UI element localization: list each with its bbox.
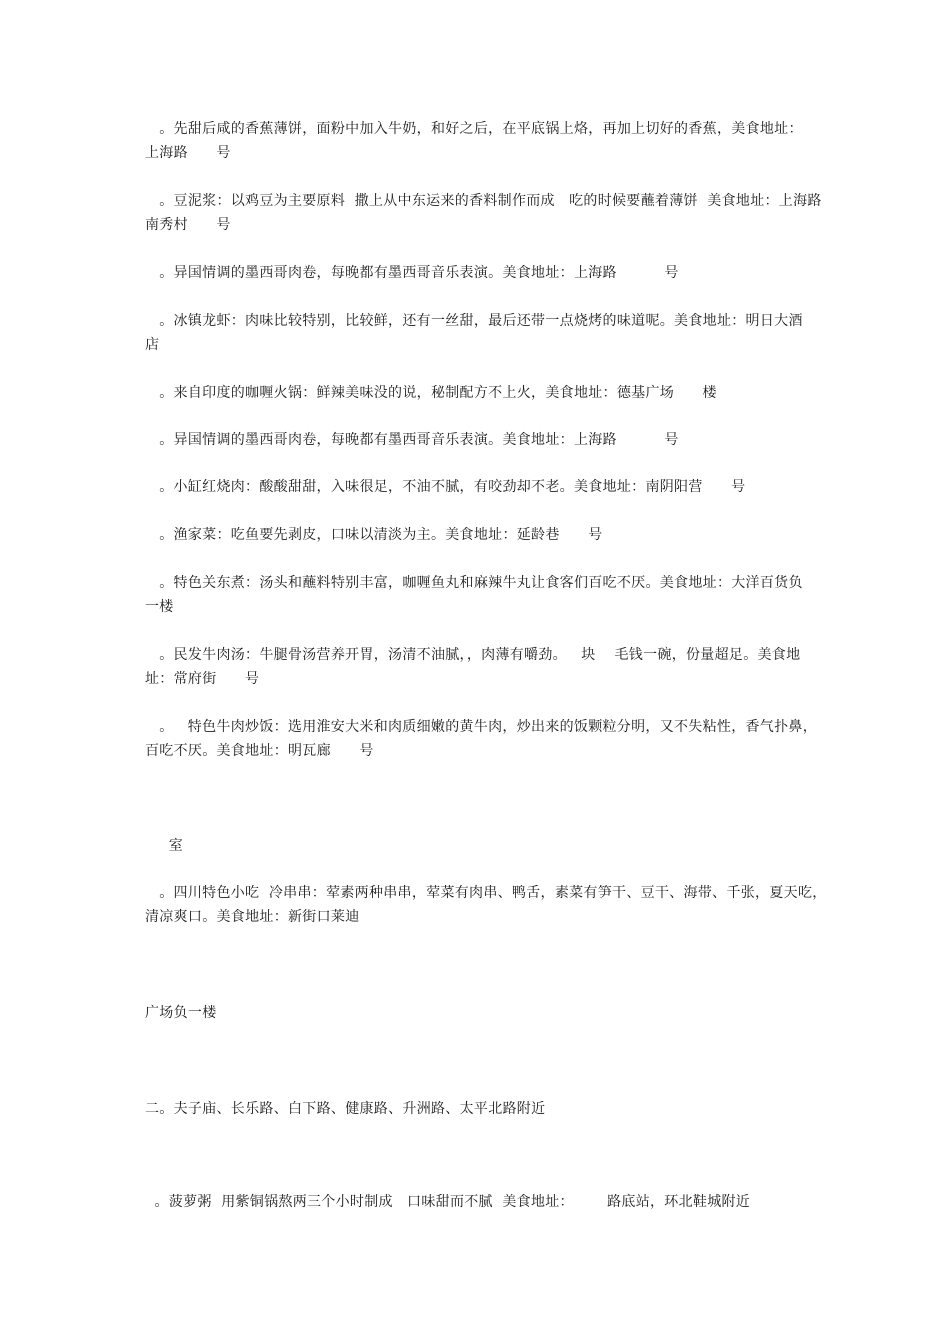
text-line: 店 — [145, 337, 160, 353]
text-line: 。 特色牛肉炒饭：选用淮安大米和肉质细嫩的黄牛肉，炒出来的饭颗粒分明，又不失粘性，香气扑鼻， — [145, 719, 817, 735]
text-line: 。先甜后咸的香蕉薄饼，面粉中加入牛奶，和好之后，在平底锅上烙，再加上切好的香蕉，美食地址： — [145, 121, 803, 137]
text-line: 。豆泥浆：以鸡豆为主要原料 撒上从中东运来的香料制作而成 吃的时候要蘸着薄饼 美食地址：上海路 — [145, 193, 822, 209]
text-line: 室 — [145, 838, 184, 854]
text-line: 。民发牛肉汤：牛腿骨汤营养开胃，汤清不油腻，，肉薄有嚼劲。 块 毛钱一碗，份量超足。美食地 — [145, 647, 801, 663]
text-line: 南秀村 号 — [145, 217, 231, 233]
text-line: 。菠萝粥 用紫铜锅熬两三个小时制成 口味甜而不腻 美食地址： 路底站，环北鞋城附近 — [145, 1194, 751, 1210]
text-line: 址：常府街 号 — [145, 671, 260, 687]
text-line: 。特色关东煮：汤头和蘸料特别丰富，咖喱鱼丸和麻辣牛丸让食客们百吃不厌。美食地址：大洋百货负 — [145, 575, 803, 591]
text-line: 一楼 — [145, 599, 174, 615]
text-line: 百吃不厌。美食地址：明瓦廊 号 — [145, 743, 374, 759]
text-line: 。四川特色小吃 冷串串：荤素两种串串，荤菜有肉串、鸭舌，素菜有笋干、豆干、海带、千张，夏天吃， — [145, 885, 827, 901]
text-line: 。渔家菜：吃鱼要先剥皮，口味以清淡为主。美食地址：延龄巷 号 — [145, 527, 603, 543]
text-line: 上海路 号 — [145, 145, 231, 161]
text-line: 。异国情调的墨西哥肉卷，每晚都有墨西哥音乐表演。美食地址：上海路 号 — [145, 265, 679, 281]
section-heading: 二。夫子庙、长乐路、白下路、健康路、升洲路、太平北路附近 — [145, 1101, 546, 1117]
text-line: 。冰镇龙虾：肉味比较特别，比较鲜，还有一丝甜，最后还带一点烧烤的味道呢。美食地址：明日大酒 — [145, 313, 803, 329]
text-line: 。异国情调的墨西哥肉卷，每晚都有墨西哥音乐表演。美食地址：上海路 号 — [145, 432, 679, 448]
text-line: 。来自印度的咖喱火锅：鲜辣美味没的说，秘制配方不上火，美食地址：德基广场 楼 — [145, 385, 717, 401]
text-line: 广场负一楼 — [145, 1005, 217, 1021]
text-line: 清凉爽口。美食地址：新街口莱迪 — [145, 909, 360, 925]
text-line: 。小缸红烧肉：酸酸甜甜，入味很足，不油不腻，有咬劲却不老。美食地址：南阴阳营 号 — [145, 479, 746, 495]
